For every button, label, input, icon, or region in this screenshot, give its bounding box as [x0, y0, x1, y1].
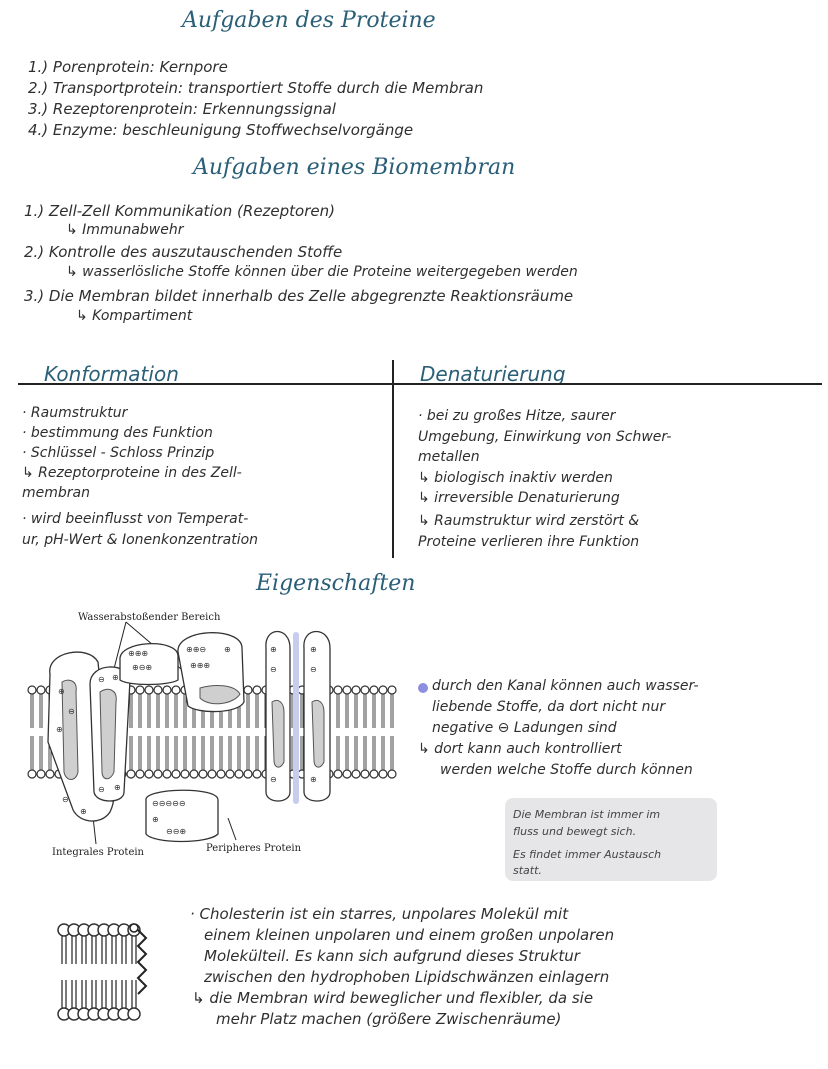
phospholipid-head [163, 686, 171, 694]
svg-text:⊕: ⊕ [58, 687, 65, 696]
phospholipid-head [343, 686, 351, 694]
biomembrane-item-1: 1.) Zell-Zell Kommunikation (Rezeptoren) [24, 202, 335, 220]
phospholipid-head [163, 770, 171, 778]
svg-text:⊖⊖⊕: ⊖⊖⊕ [166, 827, 187, 836]
svg-text:⊕⊕⊕: ⊕⊕⊕ [128, 649, 149, 658]
heading-proteins: Aufgaben des Proteine [182, 8, 436, 33]
konformation-line: · Schlüssel - Schloss Prinzip [22, 445, 215, 461]
phospholipid-head [46, 770, 54, 778]
phospholipid-head [334, 770, 342, 778]
phospholipid-head [388, 686, 396, 694]
phospholipid-head [172, 686, 180, 694]
phospholipid-head [154, 770, 162, 778]
svg-text:⊕⊕⊖: ⊕⊕⊖ [186, 645, 207, 654]
protein-item-4: 4.) Enzyme: beschleunigung Stoffwechselvorgänge [28, 121, 414, 139]
biomembrane-item-3-sub: ↳ Kompartiment [76, 308, 193, 324]
konformation-line: ur, pH-Wert & Ionenkonzentration [22, 532, 259, 548]
protein-item-1: 1.) Porenprotein: Kernpore [28, 58, 228, 76]
biomembrane-item-2-sub: ↳ wasserlösliche Stoffe können über die Proteine weitergegeben werden [66, 264, 578, 280]
phospholipid-head [226, 770, 234, 778]
svg-text:⊕: ⊕ [310, 645, 317, 654]
denaturierung-line: ↳ biologisch inaktiv werden [418, 470, 613, 486]
phospholipid-head [136, 686, 144, 694]
note-line: statt. [513, 864, 542, 877]
biomembrane-item-2: 2.) Kontrolle des auszutauschenden Stoffe [24, 243, 343, 261]
note-line: Es findet immer Austausch [513, 848, 662, 861]
phospholipid-head [388, 770, 396, 778]
phospholipid-head [253, 770, 261, 778]
konformation-line: · Raumstruktur [22, 405, 128, 421]
phospholipid-head [136, 770, 144, 778]
channel-note-line: werden welche Stoffe durch können [440, 762, 693, 778]
svg-text:⊕⊕⊕: ⊕⊕⊕ [190, 661, 211, 670]
konformation-line: ↳ Rezeptorproteine in des Zell- [22, 465, 242, 481]
svg-text:⊕⊖⊕: ⊕⊖⊕ [132, 663, 153, 672]
denaturierung-line: · bei zu großes Hitze, saurer [418, 408, 616, 424]
svg-text:⊕: ⊕ [310, 775, 317, 784]
phospholipid-head [190, 770, 198, 778]
denaturierung-line: metallen [418, 449, 480, 465]
konformation-line: · wird beeinflusst von Temperat- [22, 511, 249, 527]
bullet-dot [418, 683, 428, 693]
denaturierung-line: ↳ Raumstruktur wird zerstört & [418, 513, 640, 529]
figure-label-hydrophobic: Wasserabstoßender Bereich [78, 612, 221, 623]
channel-highlight [293, 632, 299, 804]
cholesterol-molecule [138, 930, 146, 994]
membrane-flow-note [505, 798, 717, 881]
cholesterol-line: ↳ die Membran wird beweglicher und flexibler, da sie [192, 989, 594, 1007]
phospholipid-head [361, 770, 369, 778]
denaturierung-line: Umgebung, Einwirkung von Schwer- [418, 429, 672, 445]
protein-item-2: 2.) Transportprotein: transportiert Stoffe durch die Membran [28, 79, 484, 97]
phospholipid-head [334, 686, 342, 694]
svg-text:⊖: ⊖ [98, 675, 105, 684]
konformation-heading: Konformation [44, 362, 179, 386]
biomembrane-item-1-sub: ↳ Immunabwehr [66, 222, 184, 238]
konformation-line: · bestimmung des Funktion [22, 425, 213, 441]
phospholipid-head [217, 770, 225, 778]
phospholipid-head [172, 770, 180, 778]
membrane-figure [28, 622, 428, 852]
svg-text:⊖: ⊖ [98, 785, 105, 794]
svg-text:⊖: ⊖ [68, 707, 75, 716]
svg-text:⊖: ⊖ [62, 795, 69, 804]
phospholipid-head [145, 686, 153, 694]
svg-text:⊕: ⊕ [112, 673, 119, 682]
protein-item-3: 3.) Rezeptorenprotein: Erkennungssignal [28, 100, 336, 118]
phospholipid-head [28, 686, 36, 694]
phospholipid-head [343, 770, 351, 778]
phospholipid-head [253, 686, 261, 694]
cholesterol-line: zwischen den hydrophoben Lipidschwänzen einlagern [204, 968, 610, 986]
svg-text:⊖: ⊖ [270, 775, 277, 784]
phospholipid-head [352, 770, 360, 778]
channel-note-line: durch den Kanal können auch wasser- [432, 678, 699, 694]
figure-label-integral: Integrales Protein [52, 847, 145, 858]
phospholipid-head [199, 770, 207, 778]
cholesterol-head [128, 1008, 140, 1020]
channel-note-line: liebende Stoffe, da dort nicht nur [432, 699, 666, 715]
cholesterol-line: Molekülteil. Es kann sich aufgrund dieses Struktur [204, 947, 580, 965]
phospholipid-head [28, 770, 36, 778]
svg-text:⊖: ⊖ [310, 665, 317, 674]
svg-text:⊕: ⊕ [152, 815, 159, 824]
heading-eigenschaften: Eigenschaften [256, 571, 416, 596]
denaturierung-line: ↳ irreversible Denaturierung [418, 490, 620, 506]
phospholipid-head [235, 770, 243, 778]
phospholipid-head [379, 770, 387, 778]
phospholipid-head [145, 770, 153, 778]
phospholipid-head [127, 770, 135, 778]
phospholipid-head [370, 686, 378, 694]
biomembrane-item-3: 3.) Die Membran bildet innerhalb des Zelle abgegrenzte Reaktionsräume [24, 287, 574, 305]
phospholipid-head [379, 686, 387, 694]
svg-text:⊖⊖⊖⊖⊖: ⊖⊖⊖⊖⊖ [152, 799, 186, 808]
phospholipid-head [37, 686, 45, 694]
channel-note-line: negative ⊖ Ladungen sind [432, 720, 617, 736]
channel-note-line: ↳ dort kann auch kontrolliert [418, 741, 622, 757]
svg-text:⊕: ⊕ [80, 807, 87, 816]
svg-text:⊕: ⊕ [224, 645, 231, 654]
svg-text:⊕: ⊕ [56, 725, 63, 734]
konformation-line: membran [22, 485, 90, 501]
phospholipid-head [181, 770, 189, 778]
svg-text:⊖: ⊖ [270, 665, 277, 674]
svg-text:⊕: ⊕ [114, 783, 121, 792]
phospholipid-head [370, 770, 378, 778]
phospholipid-head [361, 686, 369, 694]
heading-biomembrane: Aufgaben eines Biomembran [193, 155, 516, 180]
cholesterol-line: · Cholesterin ist ein starres, unpolares Molekül mit [190, 905, 569, 923]
note-line: fluss und bewegt sich. [513, 825, 637, 838]
phospholipid-head [37, 770, 45, 778]
phospholipid-head [244, 770, 252, 778]
cholesterol-figure [58, 912, 178, 1032]
note-line: Die Membran ist immer im [513, 808, 661, 821]
cholesterol-line: mehr Platz machen (größere Zwischenräume) [216, 1010, 562, 1028]
denaturierung-line: Proteine verlieren ihre Funktion [418, 534, 640, 550]
phospholipid-head [352, 686, 360, 694]
phospholipid-head [244, 686, 252, 694]
figure-label-peripheral: Peripheres Protein [206, 843, 302, 854]
denaturierung-heading: Denaturierung [420, 362, 566, 386]
cholesterol-line: einem kleinen unpolaren und einem großen unpolaren [204, 926, 615, 944]
svg-text:⊕: ⊕ [270, 645, 277, 654]
phospholipid-head [208, 770, 216, 778]
phospholipid-head [154, 686, 162, 694]
